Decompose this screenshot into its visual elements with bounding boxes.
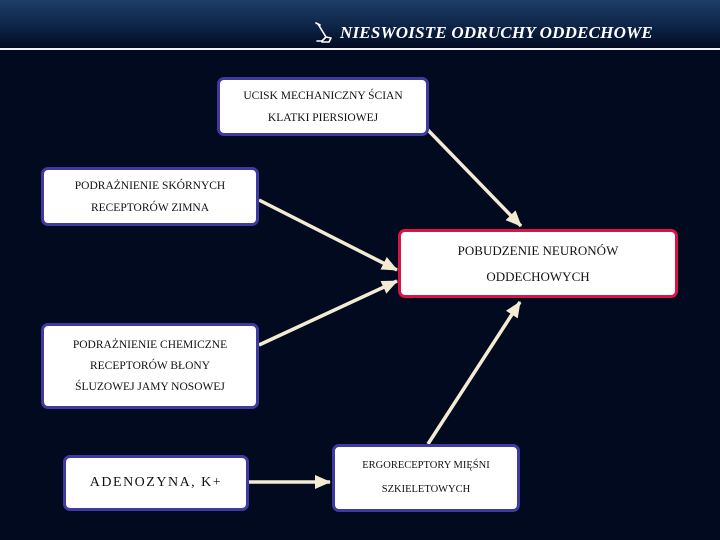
node-podraznienie-chemiczne (41, 323, 259, 409)
node-skora-line2: RECEPTORÓW ZIMNA (90, 201, 210, 214)
arrow-chem-to-target (259, 281, 397, 345)
node-ergoreceptory (332, 444, 520, 512)
node-target-line2: ODDECHOWYCH (486, 268, 590, 284)
node-aden-text: ADENOZYNA, K+ (89, 475, 223, 490)
node-ergo-line1: ERGORECEPTORY MIĘŚNI (362, 460, 490, 471)
node-ucisk-mechaniczny (217, 77, 429, 136)
node-chem-line3: ŚLUZOWEJ JAMY NOSOWEJ (75, 380, 225, 393)
arrow-ergo-to-target (428, 302, 520, 444)
node-chem-line2: RECEPTORÓW BŁONY (89, 359, 210, 372)
node-ergo-line2: SZKIELETOWYCH (381, 484, 471, 495)
node-target-line1: POBUDZENIE NEURONÓW (457, 242, 619, 258)
node-ucisk-line2: KLATKI PIERSIOWEJ (267, 111, 379, 124)
title-text: NIESWOISTE ODRUCHY ODDECHOWE (340, 23, 653, 42)
node-podraznienie-skornych (41, 167, 259, 226)
arrow-skora-to-target (259, 200, 397, 270)
node-chem-line1: PODRAŻNIENIE CHEMICZNE (72, 338, 228, 351)
node-skora-line1: PODRAŻNIENIE SKÓRNYCH (74, 179, 226, 192)
node-ucisk-line1: UCISK MECHANICZNY ŚCIAN (243, 89, 403, 102)
arrow-ucisk-to-target (426, 128, 521, 226)
node-pobudzenie-neuronow (398, 229, 678, 298)
node-adenozyna (63, 455, 249, 511)
